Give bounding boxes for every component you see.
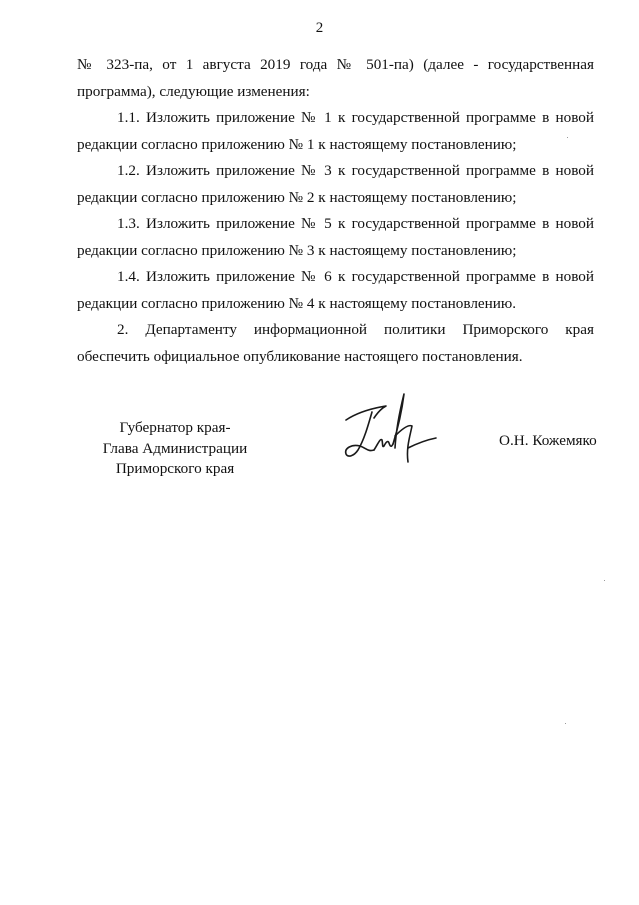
signatory-title-line: Приморского края (115, 460, 235, 477)
scan-speck (604, 580, 605, 581)
signature-stroke (374, 440, 393, 450)
document-body (77, 52, 594, 370)
page-number: 2 (315, 20, 324, 36)
signer-name: О.Н. Кожемяко (499, 432, 597, 449)
item-paragraph-2: 2. Департаменту информационной политики Приморского края обеспечить официальное опубликование настоящего постановления. (77, 321, 594, 365)
item-paragraph-1-4: 1.4. Изложить приложение № 6 к государственной программе в новой редакции согласно приложению № 4 к настоящему постановлению. (77, 268, 594, 312)
handwritten-signature (338, 388, 444, 468)
scan-speck (567, 137, 568, 138)
item-paragraph-1-2: 1.2. Изложить приложение № 3 к государственной программе в новой редакции согласно приложению № 2 к настоящему постановлению; (77, 162, 594, 206)
signature-stroke (346, 412, 374, 456)
signatory-title-line: Глава Администрации (102, 439, 248, 457)
signatory-title (70, 418, 280, 480)
scan-speck (565, 723, 566, 724)
signature-stroke (393, 394, 404, 448)
signatory-title-line: Губернатор края- (119, 419, 231, 436)
signature-stroke (346, 406, 386, 420)
intro-paragraph: № 323-па, от 1 августа 2019 года № 501-па) (далее - государственная программа), следующие изменения: (77, 56, 594, 100)
item-paragraph-1-3: 1.3. Изложить приложение № 5 к государственной программе в новой редакции согласно приложению № 3 к настоящему постановлению; (77, 215, 594, 259)
item-paragraph-1-1: 1.1. Изложить приложение № 1 к государственной программе в новой редакции согласно приложению № 1 к настоящему постановлению; (77, 109, 594, 153)
signature-stroke (408, 438, 436, 448)
